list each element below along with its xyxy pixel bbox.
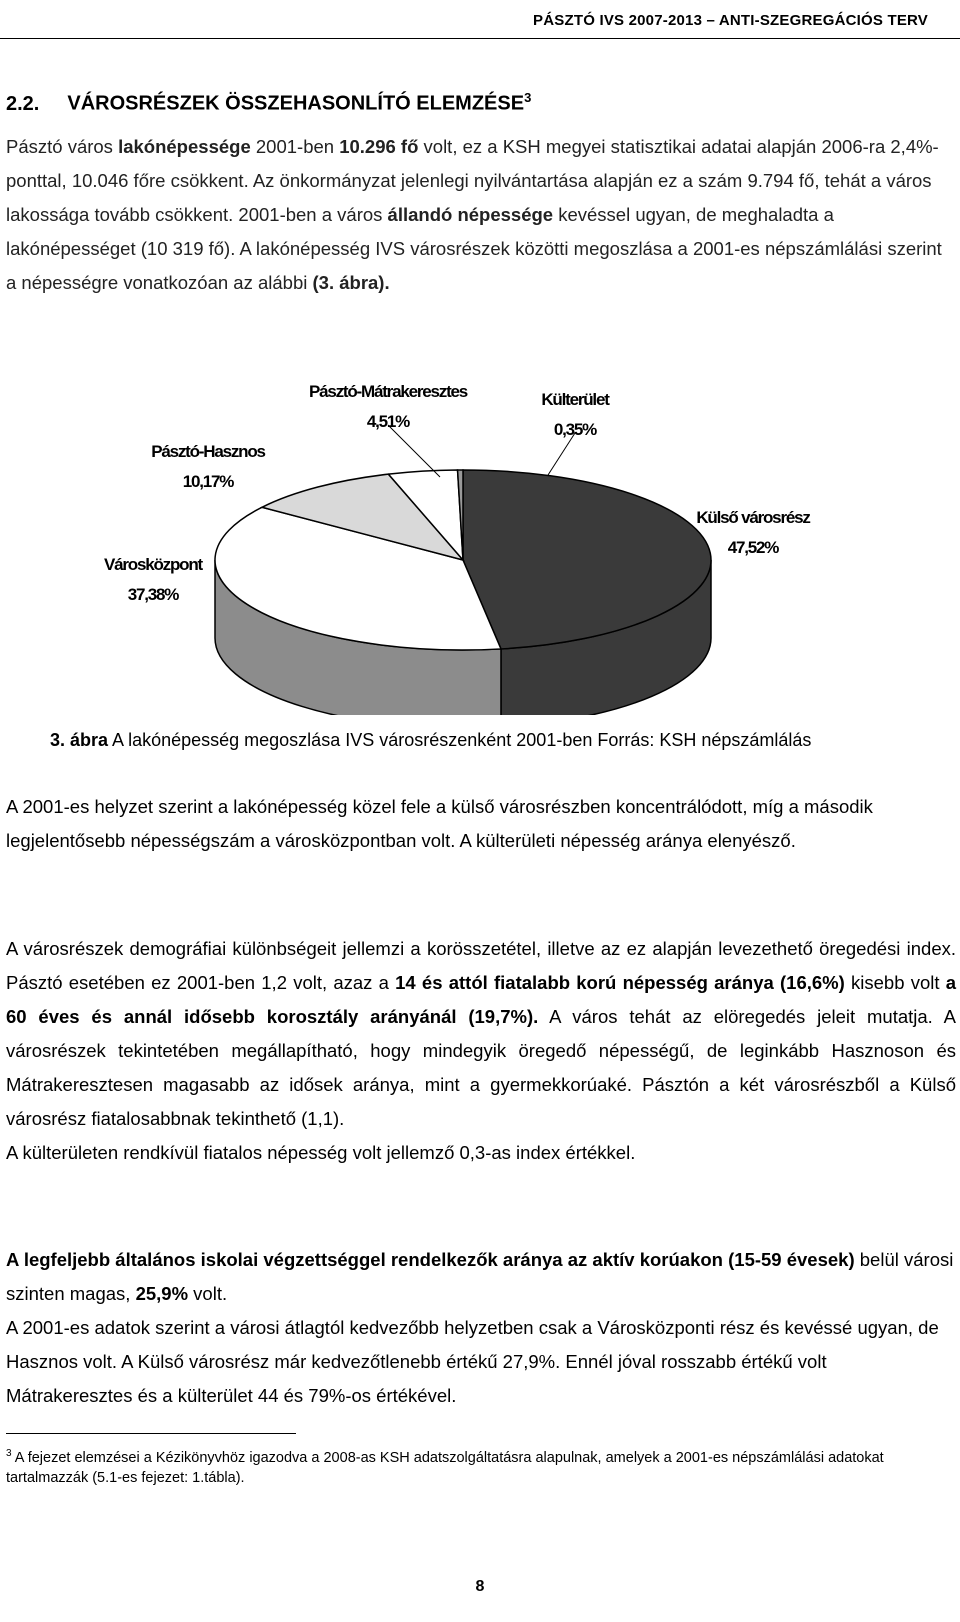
text: 2001-ben [250, 136, 340, 157]
footnote-text: A fejezet elemzései a Kézikönyvhöz igazodva a 2008-as KSH adatszolgáltatásra alapulnak, amelyek a 2001-es népszámlálási adatokat tartalmazzák (5.1-es fejezet: 1.tábla). [6, 1449, 884, 1486]
text: A külterületen rendkívül fiatalos népesség volt jellemző 0,3-as index értékkel. [6, 1142, 636, 1163]
population-pie-chart [88, 385, 888, 715]
paragraph-education [6, 1243, 956, 1413]
text: volt, ez a KSH megyei statisztikai adatai alapján 2006-ra 2,4%-ponttal, 10.046 főre csökkent. Az önkormányzat jelenlegi nyilvántartása alapján ez a szám 9.794 fő, tehát a város lakossága tovább csökkent. 2001-ben a város [6, 136, 939, 225]
header-rule [0, 38, 960, 39]
footnote-ref: 3 [524, 90, 532, 105]
text: A város tehát az elöregedés jeleit mutatja. A városrészek tekintetében megállapítható, hogy mindegyik öregedő népességű, de leginkább Hasznoson és Mátrakeresztesen magasabb az idősek aránya, mint a gyermekkorúaké. Pásztón a két városrészből a Külső városrész fiatalosabbnak tekinthető (1,1). [6, 1006, 956, 1129]
section-number: 2.2. [6, 92, 40, 115]
running-header: PÁSZTÓ IVS 2007-2013 – ANTI-SZEGREGÁCIÓS TERV [533, 12, 928, 29]
bold-text: lakónépessége [118, 136, 251, 157]
pie-value-label: 47,52% [727, 538, 779, 557]
bold-text: A legfeljebb általános iskolai végzettséggel rendelkezők aránya az aktív korúakon (15-59 évesek) [6, 1249, 855, 1270]
pie-value-label: 37,38% [127, 585, 179, 604]
caption-label: 3. ábra [50, 730, 109, 750]
text: volt. [188, 1283, 228, 1304]
page-number: 8 [475, 1578, 485, 1595]
text: kevéssel ugyan, de meghaladta a lakónépességet (10 319 fő). A lakónépesség IVS városrészek közötti megoszlása a 2001-es népszámlálási szerint a népességre vonatkozóan az alábbi [6, 204, 942, 293]
pie-value-label: 10,17% [182, 472, 234, 491]
figure-caption [50, 728, 910, 752]
pie-label: Városközpont [103, 555, 203, 574]
paragraph-population [6, 130, 956, 300]
paragraph-distribution: A 2001-es helyzet szerint a lakónépesség közel fele a külső városrészben koncentrálódott, míg a második legjelentősebb népességszám a városközpontban volt. A külterületi népesség aránya elenyésző. [6, 796, 873, 851]
footnote-number: 3 [6, 1448, 12, 1459]
bold-text: a 60 éves és annál idősebb korosztály arányánál (19,7%). [6, 972, 957, 1027]
section-title [6, 90, 531, 116]
figure-reference: (3. ábra). [312, 272, 390, 293]
section-title-text: VÁROSRÉSZEK ÖSSZEHASONLÍTÓ ELEMZÉSE [67, 92, 525, 115]
pie-value-label: 0,35% [553, 420, 597, 439]
footnote-rule [6, 1433, 296, 1434]
pie-value-label: 4,51% [366, 412, 410, 431]
caption-text: A lakónépesség megoszlása IVS városrészenként 2001-ben Forrás: KSH népszámlálás [108, 730, 812, 750]
bold-text: állandó népessége [387, 204, 554, 225]
text: kisebb volt [844, 972, 946, 993]
pie-label: Pásztó-Hasznos [151, 442, 265, 461]
paragraph-aging [6, 932, 956, 1170]
leader-line [388, 425, 440, 477]
pie-label: Pásztó-Mátrakeresztes [308, 385, 468, 401]
text: Pásztó város [6, 136, 119, 157]
text: belül városi szinten magas, [6, 1249, 954, 1304]
pie-label: Külső városrész [696, 508, 810, 527]
text: A 2001-es adatok szerint a városi átlagtól kedvezőbb helyzetben csak a Városközponti rész és kevéssé ugyan, de Hasznos volt. A Külső városrész már kedvezőtlenebb értékű 27,9%. Ennél jóval rosszabb értékű volt Mátrakeresztes és a külterület 44 és 79%-os értékével. [6, 1317, 939, 1406]
text: A városrészek demográfiai különbségeit jellemzi a korösszetétel, illetve az ez alapján levezethető öregedési index. Pásztó esetében ez 2001-ben 1,2 volt, azaz a [6, 938, 956, 993]
footnote [6, 1444, 946, 1488]
pie-label: Külterület [541, 390, 609, 409]
bold-text: 14 és attól fiatalabb korú népesség aránya (16,6%) [395, 972, 845, 993]
bold-text: 10.296 fő [339, 136, 419, 157]
bold-text: 25,9% [135, 1283, 189, 1304]
leader-line [548, 433, 575, 475]
